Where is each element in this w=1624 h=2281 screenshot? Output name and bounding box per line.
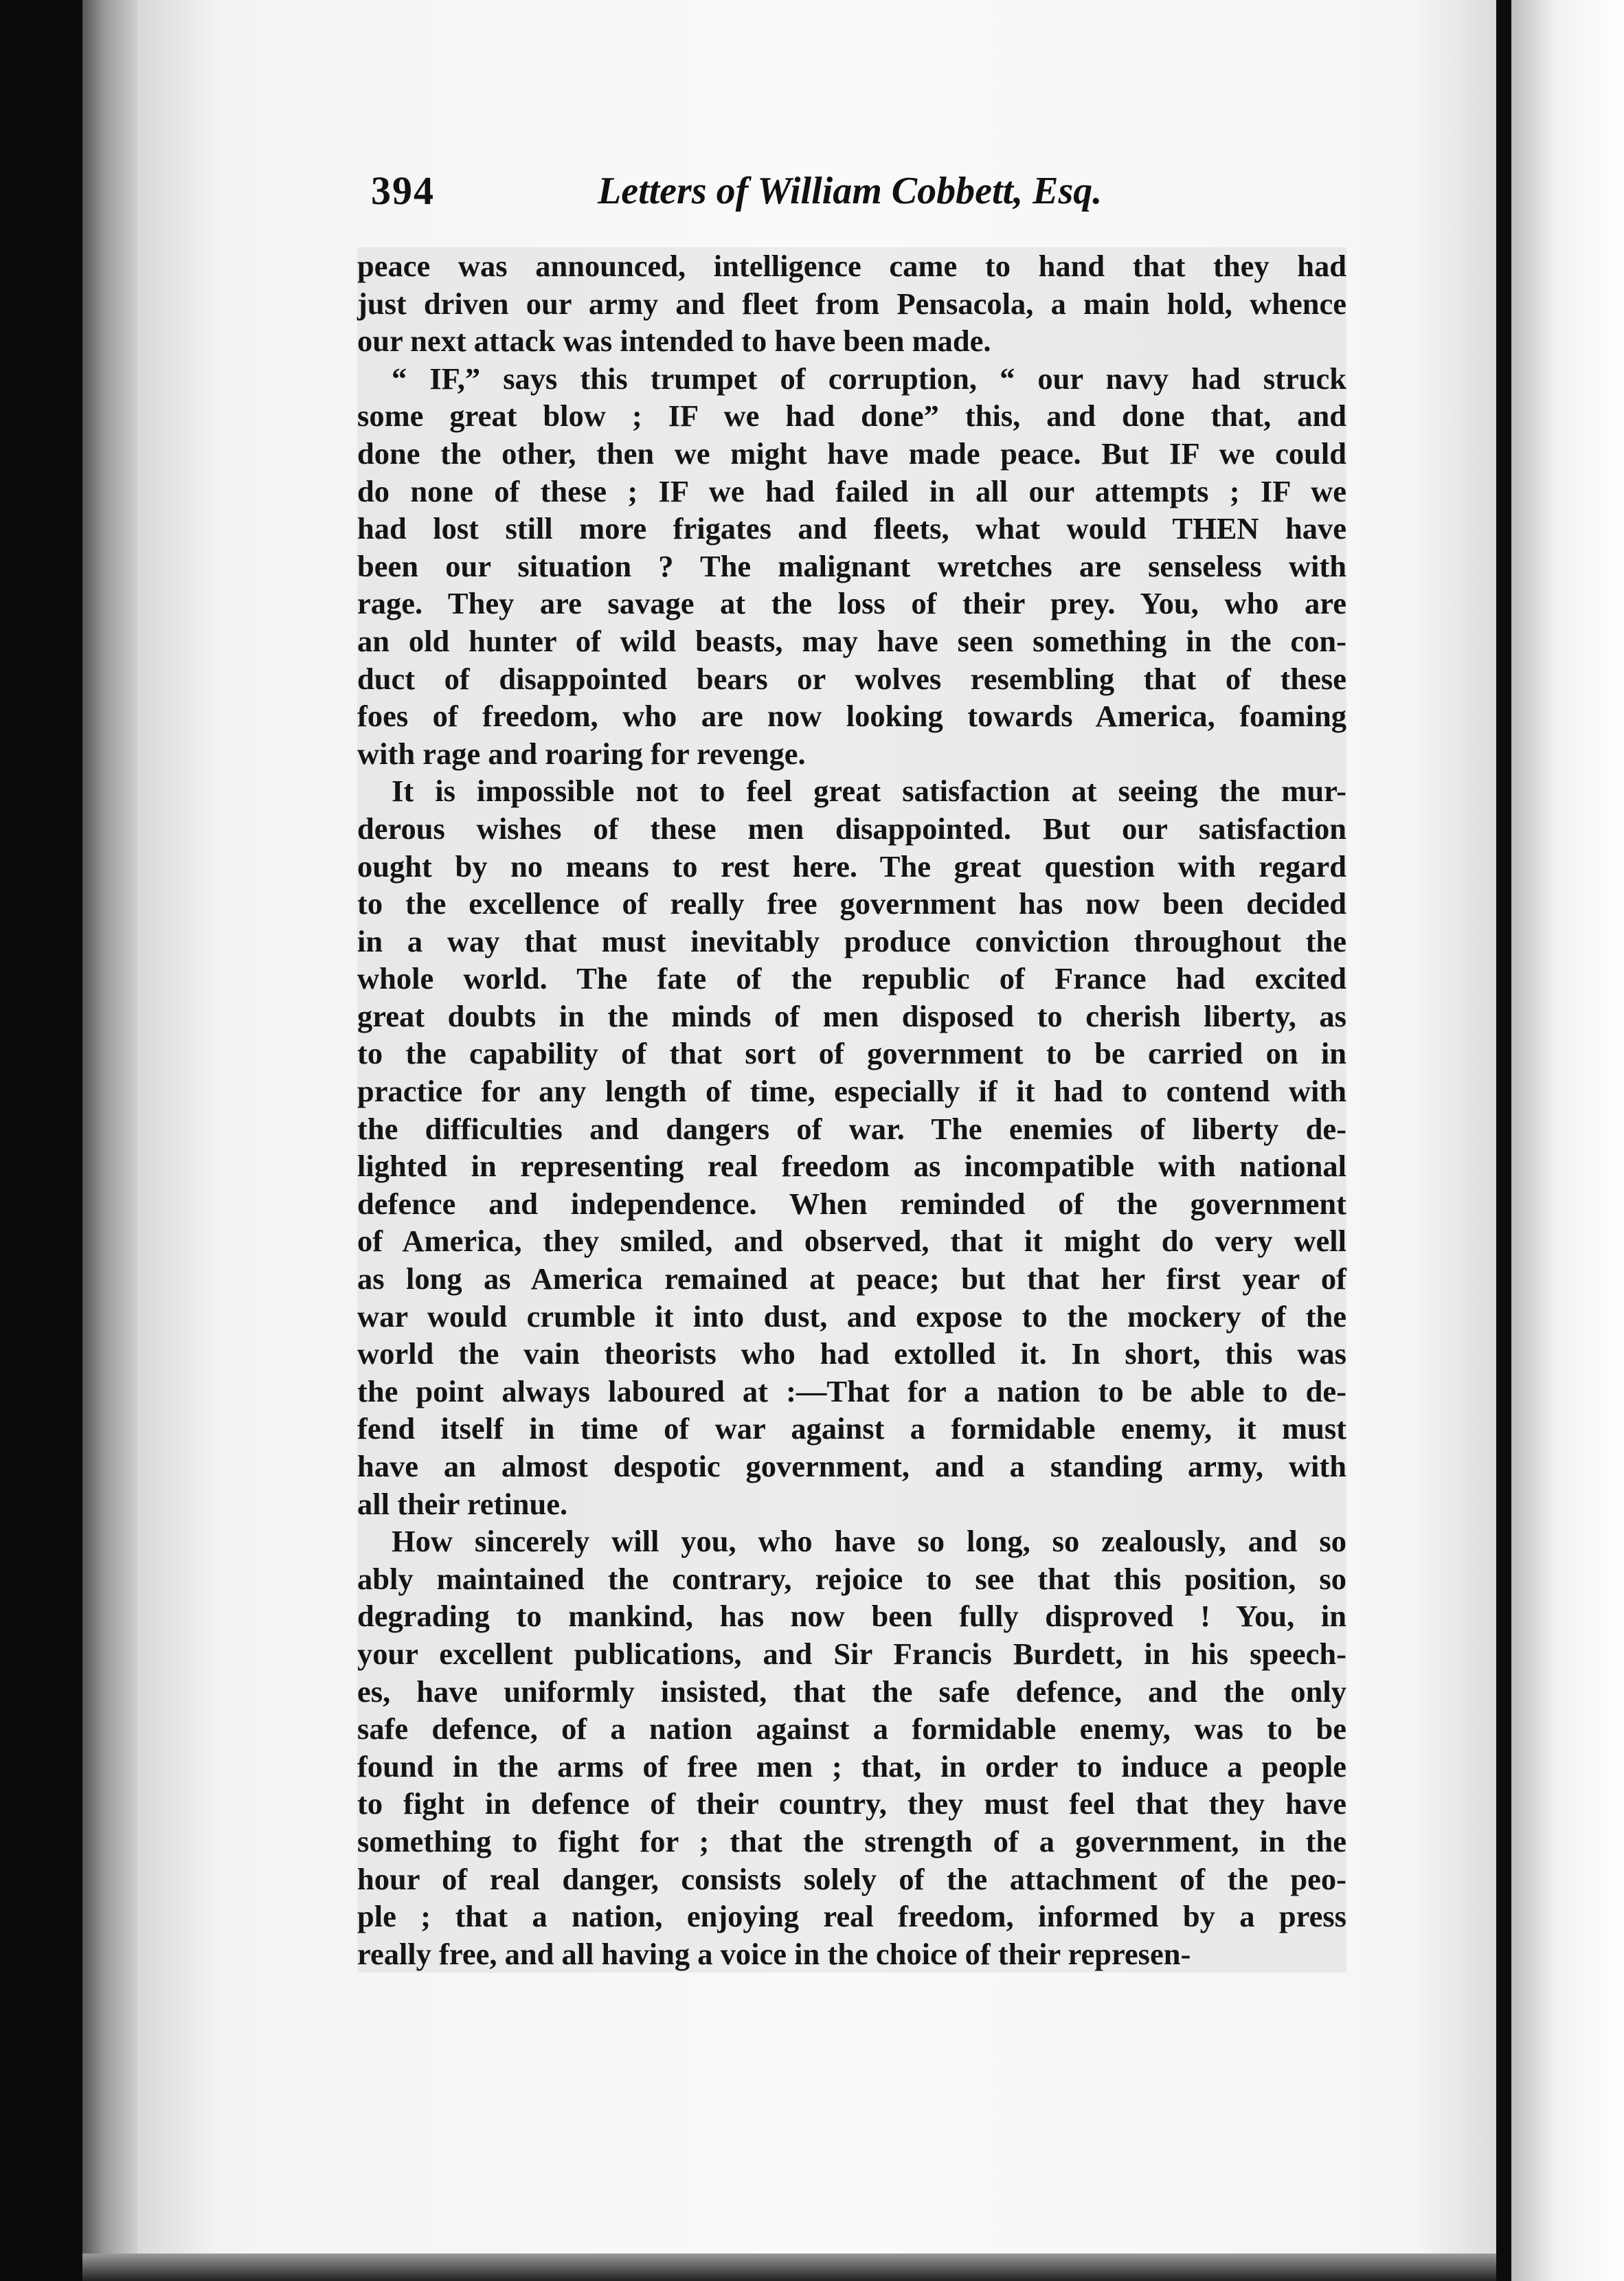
text-line: been our situation ? The malignant wretches are senseless with — [357, 548, 1346, 583]
text-line: to the excellence of really free government has now been decided — [357, 886, 1346, 921]
text-line: something to fight for ; that the strength of a government, in the — [357, 1823, 1346, 1858]
running-title: Letters of William Cobbett, Esq. — [598, 170, 1103, 212]
text-line: have an almost despotic government, and a standing army, with — [357, 1449, 1346, 1483]
text-line: an old hunter of wild beasts, may have seen something in the con- — [357, 623, 1346, 658]
scan-page-edge — [82, 0, 137, 2281]
text-line: had lost still more frigates and fleets, what would THEN have — [357, 511, 1346, 546]
text-line: “ IF,” says this trumpet of corruption, “ our navy had struck — [392, 361, 1346, 396]
body-text — [357, 247, 1346, 1973]
text-line: the difficulties and dangers of war. The enemies of liberty de- — [357, 1111, 1346, 1146]
text-line: as long as America remained at peace; but that her first year of — [357, 1261, 1346, 1296]
text-line: really free, and all having a voice in the choice of their represen- — [357, 1936, 1191, 1971]
text-line: degrading to mankind, has now been fully disproved ! You, in — [357, 1599, 1346, 1634]
text-line: great doubts in the minds of men disposed to cherish liberty, as — [357, 998, 1346, 1033]
text-line: some great blow ; IF we had done” this, and done that, and — [357, 398, 1346, 434]
text-line: duct of disappointed bears or wolves resembling that of these — [357, 661, 1346, 696]
text-line: ably maintained the contrary, rejoice to see that this position, so — [357, 1561, 1346, 1596]
text-line: defence and independence. When reminded of the government — [357, 1186, 1346, 1221]
page-header — [371, 168, 1346, 223]
text-line: foes of freedom, who are now looking towards America, foaming — [357, 699, 1346, 734]
text-line: to the capability of that sort of government to be carried on in — [357, 1036, 1346, 1071]
text-line: safe defence, of a nation against a formidable enemy, was to be — [357, 1711, 1346, 1746]
text-line: lighted in representing real freedom as incompatible with national — [357, 1149, 1346, 1184]
text-line: whole world. The fate of the republic of France had excited — [357, 961, 1346, 996]
text-line: our next attack was intended to have been made. — [357, 324, 991, 359]
paragraph — [357, 360, 1346, 773]
text-line: derous wishes of these men disappointed. But our satisfaction — [357, 811, 1346, 846]
text-line: done the other, then we might have made peace. But IF we could — [357, 436, 1346, 471]
scan-left-border — [0, 0, 82, 2281]
text-line: fend itself in time of war against a formidable enemy, it must — [357, 1411, 1346, 1446]
page-number: 394 — [371, 168, 435, 213]
text-line: hour of real danger, consists solely of the attachment of the peo- — [357, 1861, 1346, 1896]
text-line: found in the arms of free men ; that, in order to induce a people — [357, 1749, 1346, 1784]
scan-bottom-border — [82, 2254, 1498, 2281]
text-line: the point always laboured at :—That for a nation to be able to de- — [357, 1373, 1346, 1408]
text-line: with rage and roaring for revenge. — [357, 736, 806, 771]
facing-page-edge — [1511, 0, 1624, 2281]
paragraph — [357, 1522, 1346, 1973]
text-line: peace was announced, intelligence came to hand that they had — [357, 249, 1346, 283]
text-line: your excellent publications, and Sir Francis Burdett, in his speech- — [357, 1636, 1346, 1671]
text-line: It is impossible not to feel great satisfaction at seeing the mur- — [392, 774, 1346, 809]
paragraph — [357, 247, 1346, 360]
text-line: rage. They are savage at the loss of their prey. You, who are — [357, 586, 1346, 621]
text-line: war would crumble it into dust, and expose to the mockery of the — [357, 1299, 1346, 1334]
text-line: to fight in defence of their country, they must feel that they have — [357, 1786, 1346, 1821]
text-line: do none of these ; IF we had failed in all our attempts ; IF we — [357, 473, 1346, 508]
text-line: ple ; that a nation, enjoying real freedom, informed by a press — [357, 1899, 1346, 1934]
text-line: in a way that must inevitably produce conviction throughout the — [357, 923, 1346, 958]
text-line: all their retinue. — [357, 1486, 568, 1521]
text-line: world the vain theorists who had extolled it. In short, this was — [357, 1336, 1346, 1371]
paragraph — [357, 772, 1346, 1522]
text-line: practice for any length of time, especially if it had to contend with — [357, 1074, 1346, 1109]
text-line: just driven our army and fleet from Pensacola, a main hold, whence — [357, 286, 1346, 321]
text-line: es, have uniformly insisted, that the safe defence, and the only — [357, 1674, 1346, 1709]
scan-gutter — [1496, 0, 1511, 2281]
text-line: ought by no means to rest here. The great question with regard — [357, 849, 1346, 884]
text-line: of America, they smiled, and observed, that it might do very well — [357, 1224, 1346, 1259]
text-line: How sincerely will you, who have so long, so zealously, and so — [392, 1524, 1346, 1559]
